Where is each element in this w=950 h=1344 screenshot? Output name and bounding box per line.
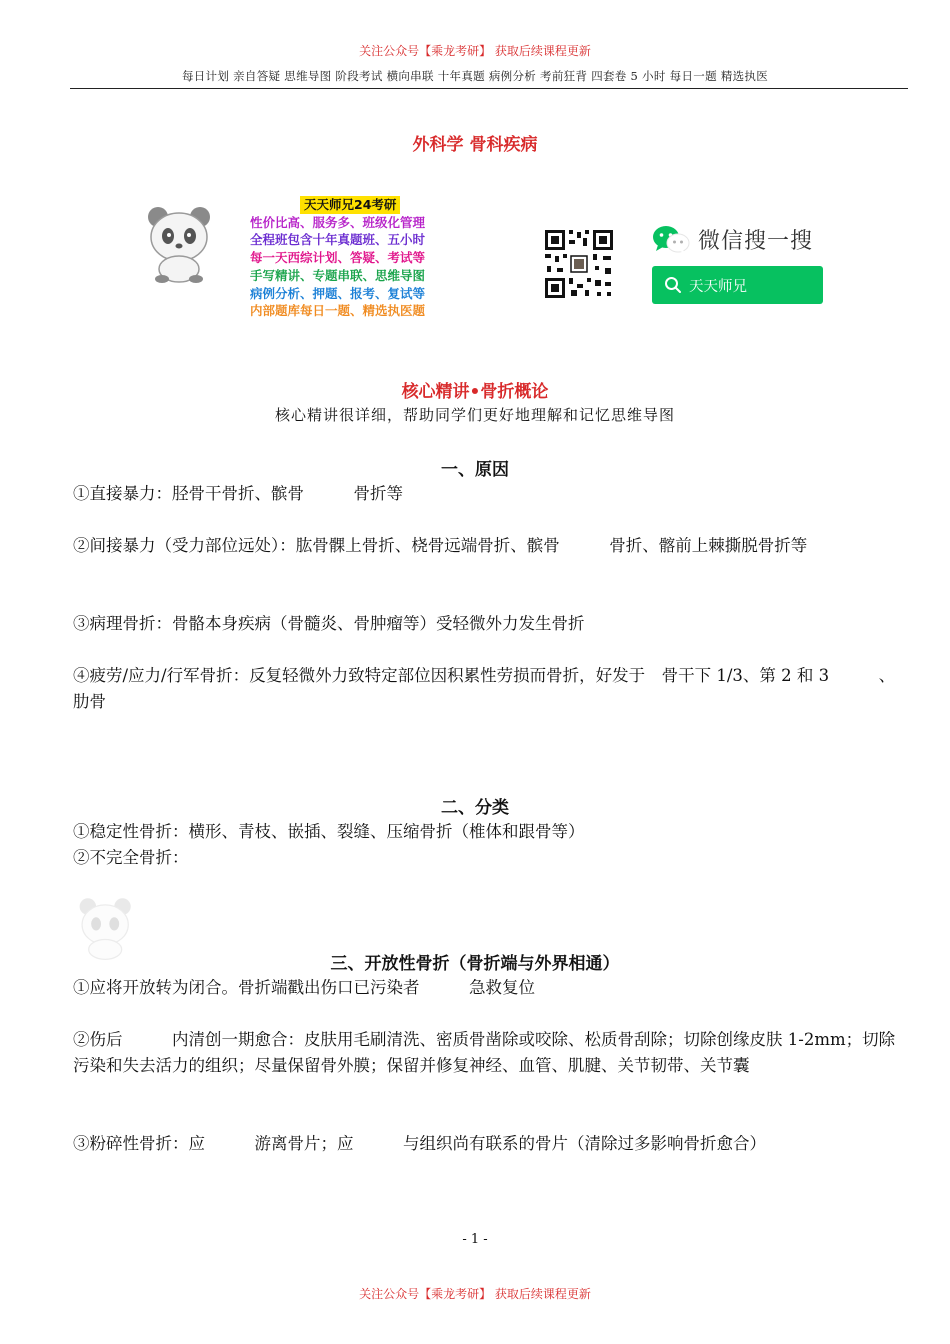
- wechat-logo-icon: [652, 225, 690, 255]
- header-divider: [70, 88, 908, 89]
- ad-line: 手写精讲、专题串联、思维导图: [250, 267, 426, 283]
- ad-headline: 天天师兄24考研: [300, 196, 400, 214]
- wechat-search-title: 微信搜一搜: [698, 229, 814, 254]
- ad-line: 每一天西综计划、答疑、考试等: [250, 250, 426, 266]
- paragraph: ②间接暴力（受力部位远处）：肱骨髁上骨折、桡骨远端骨折、髌骨 骨折、髂前上棘撕脱骨折等: [73, 536, 808, 555]
- search-icon: [664, 276, 682, 294]
- ad-line: 内部题库每日一题、精选执医题: [250, 303, 426, 319]
- header-promo: 关注公众号【乘龙考研】 获取后续课程更新: [359, 44, 591, 58]
- qr-code-icon: [543, 228, 615, 300]
- section-title: 核心精讲•骨折概论: [401, 382, 549, 402]
- paragraph: ②不完全骨折：: [73, 848, 189, 867]
- ad-line: 性价比高、服务多、班级化管理: [250, 214, 426, 230]
- paragraph: ③病理骨折：骨骼本身疾病（骨髓炎、骨肿瘤等）受轻微外力发生骨折: [73, 614, 585, 633]
- paragraph: ④疲劳/应力/行军骨折：反复轻微外力致特定部位因积累性劳损而骨折，好发于 骨干下 1/3、第 2 和 3 、肋骨: [73, 666, 896, 711]
- paragraph: ①稳定性骨折：横形、青枝、嵌插、裂缝、压缩骨折（椎体和跟骨等）: [73, 822, 585, 841]
- ad-text-block: [250, 196, 425, 320]
- ad-line: 病例分析、押题、报考、复试等: [250, 285, 426, 301]
- wechat-search-button[interactable]: [652, 266, 823, 304]
- heading-open-fracture: 三、开放性骨折（骨折端与外界相通）: [330, 954, 620, 974]
- ad-line: 全程班包含十年真题班、五小时: [250, 232, 426, 248]
- paragraph: ②伤后 内清创一期愈合：皮肤用毛刷清洗、密质骨凿除或咬除、松质骨刮除；切除创缘皮肤 1-2mm；切除污染和失去活力的组织；尽量保留骨外膜；保留并修复神经、血管、肌腱、关节韧带、关节囊: [73, 1030, 896, 1075]
- footer-promo: 关注公众号【乘龙考研】 获取后续课程更新: [359, 1287, 591, 1301]
- paragraph: ①应将开放转为闭合。骨折端戳出伤口已污染者 急救复位: [73, 978, 535, 997]
- paragraph: ①直接暴力：胫骨干骨折、髌骨 骨折等: [73, 484, 403, 503]
- page-number: - 1 -: [462, 1232, 488, 1247]
- section-subtitle: 核心精讲很详细，帮助同学们更好地理解和记忆思维导图: [274, 406, 675, 424]
- paragraph: ③粉碎性骨折：应 游离骨片；应 与组织尚有联系的骨片（清除过多影响骨折愈合）: [73, 1134, 766, 1153]
- header-services: 每日计划 亲自答疑 思维导图 阶段考试 横向串联 十年真题 病例分析 考前狂背 四套卷 5 小时 每日一题 精选执医: [181, 69, 769, 83]
- wechat-search-query: 天天师兄: [689, 279, 747, 295]
- panda-mascot-icon: [138, 203, 222, 283]
- heading-classification: 二、分类: [441, 798, 509, 818]
- heading-causes: 一、原因: [441, 460, 509, 480]
- document-title: 外科学 骨科疾病: [412, 135, 538, 155]
